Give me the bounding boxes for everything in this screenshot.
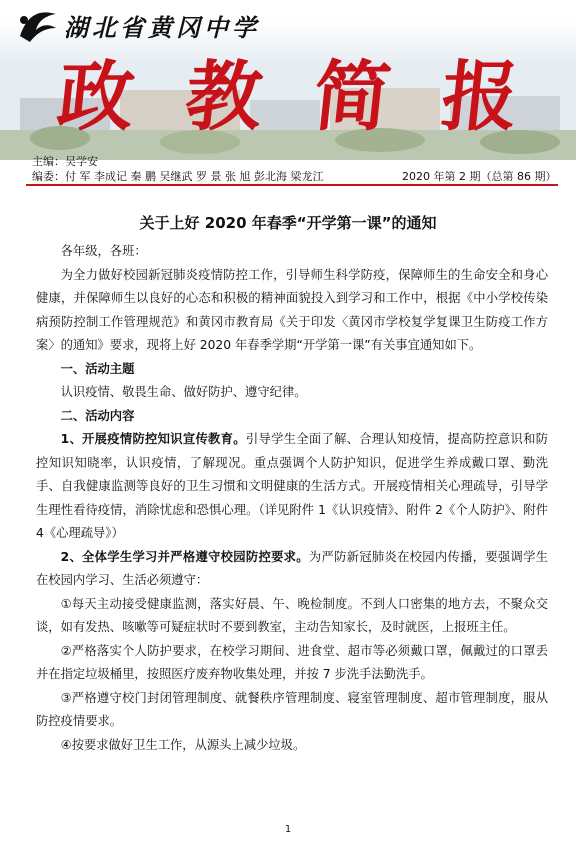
school-name: 湖北省黄冈中学 [64,13,260,42]
masthead-char: 政 [53,52,139,141]
rule-paragraph: ②严格落实个人防护要求，在校学习期间、进食堂、超市等必须戴口罩，佩戴过的口罩丢并在指定垃圾桶里，按照医疗废弃物收集处理，并按 7 步洗手法勤洗手。 [36,643,548,681]
salutation: 各年级，各班： [60,244,147,258]
item-paragraph [36,428,548,546]
header-divider [26,184,558,186]
item-heading: 2、全体学生学习并严格遵守校园防控要求。 [60,549,309,564]
section-heading: 二、活动内容 [60,408,135,423]
editorial-board: 编委：付 军 李成记 秦 鹏 吴继武 罗 景 张 旭 彭北海 梁龙江 [32,170,324,183]
intro-paragraph: 为全力做好校园新冠肺炎疫情防控工作，引导师生科学防疫，保障师生的生命安全和身心健康，并保障师生以良好的心态和积极的精神面貌投入到学习和工作中，根据《中小学校传染病预防控制工作管理规范》和黄冈市教育局《关于印发〈黄冈市学校复学复课卫生防疫工作方案〉的通知》要求，现将上好 2020 年春季学期“开学第一课”有关事宜通知如下。 [36,267,548,352]
school-logo-icon [14,6,62,46]
masthead-char: 简 [309,52,395,141]
page-number: 1 [284,824,292,835]
item-text: 引导学生全面了解、合理认知疫情，提高防控意识和防控知识知晓率，认识疫情，了解现况。重点强调个人防护知识，促进学生养成戴口罩、勤洗手、自我健康监测等良好的卫生习惯和文明健康的生活方式。开展疫情相关心理疏导，引导学生理性看待疫情，消除忧虑和恐惧心理。（详见附件 1《认识疫情》、附件 2《个人防护》、附件 4《心理疏导》） [36,432,548,540]
item-paragraph [36,546,548,593]
theme-paragraph: 认识疫情、敬畏生命、做好防护、遵守纪律。 [60,385,307,399]
masthead-char: 报 [437,52,523,141]
notice-title: 关于上好 2020 年春季“开学第一课”的通知 [139,214,437,232]
rule-paragraph: ④按要求做好卫生工作，从源头上减少垃圾。 [60,737,306,752]
rule-paragraph: ③严格遵守校门封闭管理制度、就餐秩序管理制度、寝室管理制度、超市管理制度，服从防控疫情要求。 [36,690,548,728]
chief-editor: 主编：吴学安 [32,155,98,168]
masthead-char: 教 [181,52,267,141]
notice-body [36,240,548,757]
item-heading: 1、开展疫情防控知识宣传教育。 [60,432,246,446]
rule-paragraph: ①每天主动接受健康监测，落实好晨、午、晚检制度。不到人口密集的地方去，不聚众交谈，如有发热、咳嗽等可疑症状时不要到教室，主动告知家长，及时就医，上报班主任。 [36,596,548,634]
newsletter-header [0,0,576,188]
section-heading: 一、活动主题 [60,361,135,376]
issue-number: 2020 年第 2 期（总第 86 期） [402,170,557,183]
item-text: 为严防新冠肺炎在校园内传播，要强调学生在校园内学习、生活必须遵守： [36,549,548,587]
masthead-title [53,52,523,142]
